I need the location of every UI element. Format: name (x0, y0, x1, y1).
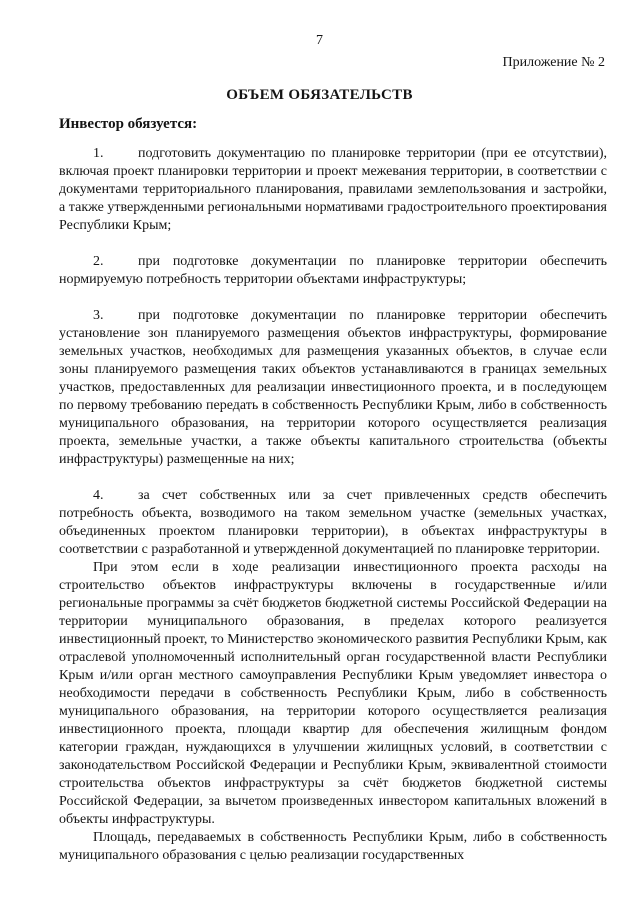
document-title: ОБЪЕМ ОБЯЗАТЕЛЬСТВ (226, 87, 413, 103)
item-text: подготовить документацию по планировке территории (при ее отсутствии), включая проект планировки территории и проект межевания территории, в соответствии с документами территориального планирования, правилами землепользования и застройки, а также утвержденными региональными нормативами градостроительного проектирования Республики Крым; (59, 146, 607, 233)
body-paragraph: При этом если в ходе реализации инвестиционного проекта расходы на строительство объектов инфраструктуры включены в государственные и/или региональные программы за счёт бюджетов бюджетной системы Российской Федерации на территории муниципального образования, в пределах которого реализуется инвестиционный проект, то Министерство экономического развития Республики Крым, как отраслевой уполномоченный исполнительный орган государственной власти Республики Крым и/или орган местного самоуправления Республики Крым уведомляет инвестора о необходимости передачи в собственность Республики Крым, либо в собственность муниципального образования, на территории которого осуществляется реализация инвестиционного проекта, площади квартир для обеспечения жилищным фондом категории граждан, нуждающихся в улучшении жилищных условий, в соответствии с законодательством Российской Федерации и Республики Крым, эквивалентной стоимости строительства объектов инфраструктуры за счёт бюджетов бюджетной системы Российской Федерации, за вычетом произведенных инвестором капитальных вложений в объекты инфраструктуры. (59, 560, 607, 827)
list-item (59, 307, 607, 469)
list-item (59, 145, 607, 235)
item-text: при подготовке документации по планировке территории обеспечить нормируемую потребность территории объектами инфраструктуры; (59, 254, 607, 287)
item-text: при подготовке документации по планировке территории обеспечить установление зон планируемого размещения объектов инфраструктуры, формирование земельных участков, необходимых для размещения указанных объектов, в случае если зоны планируемого размещения таких объектов устанавливаются в границах земельных участков, предоставленных для реализации инвестиционного проекта, и в последующем по первому требованию передать в собственность Республики Крым, либо в собственность муниципального образования, на территории которого осуществляется реализация проекта, земельные участки, а также объекты капитального строительства (объекты инфраструктуры) размещенные на них; (59, 308, 607, 467)
item-number: 4. (93, 488, 104, 503)
page-number: 7 (316, 33, 323, 48)
annex-label: Приложение № 2 (502, 55, 605, 70)
item-number: 1. (93, 146, 104, 161)
item-number: 2. (93, 254, 104, 269)
lead-heading: Инвестор обязуется: (59, 116, 198, 132)
list-item (59, 487, 607, 559)
item-number: 3. (93, 308, 104, 323)
item-text: за счет собственных или за счет привлеченных средств обеспечить потребность объекта, возводимого на таком земельном участке (земельных участках, объединенных проектом планировки территории), в объектах инфраструктуры в соответствии с разработанной и утвержденной документацией по планировке территории. (59, 488, 607, 557)
document-body (59, 145, 607, 865)
body-paragraph: Площадь, передаваемых в собственность Республики Крым, либо в собственность муниципального образования с целью реализации государственных (59, 830, 607, 863)
list-item (59, 253, 607, 289)
